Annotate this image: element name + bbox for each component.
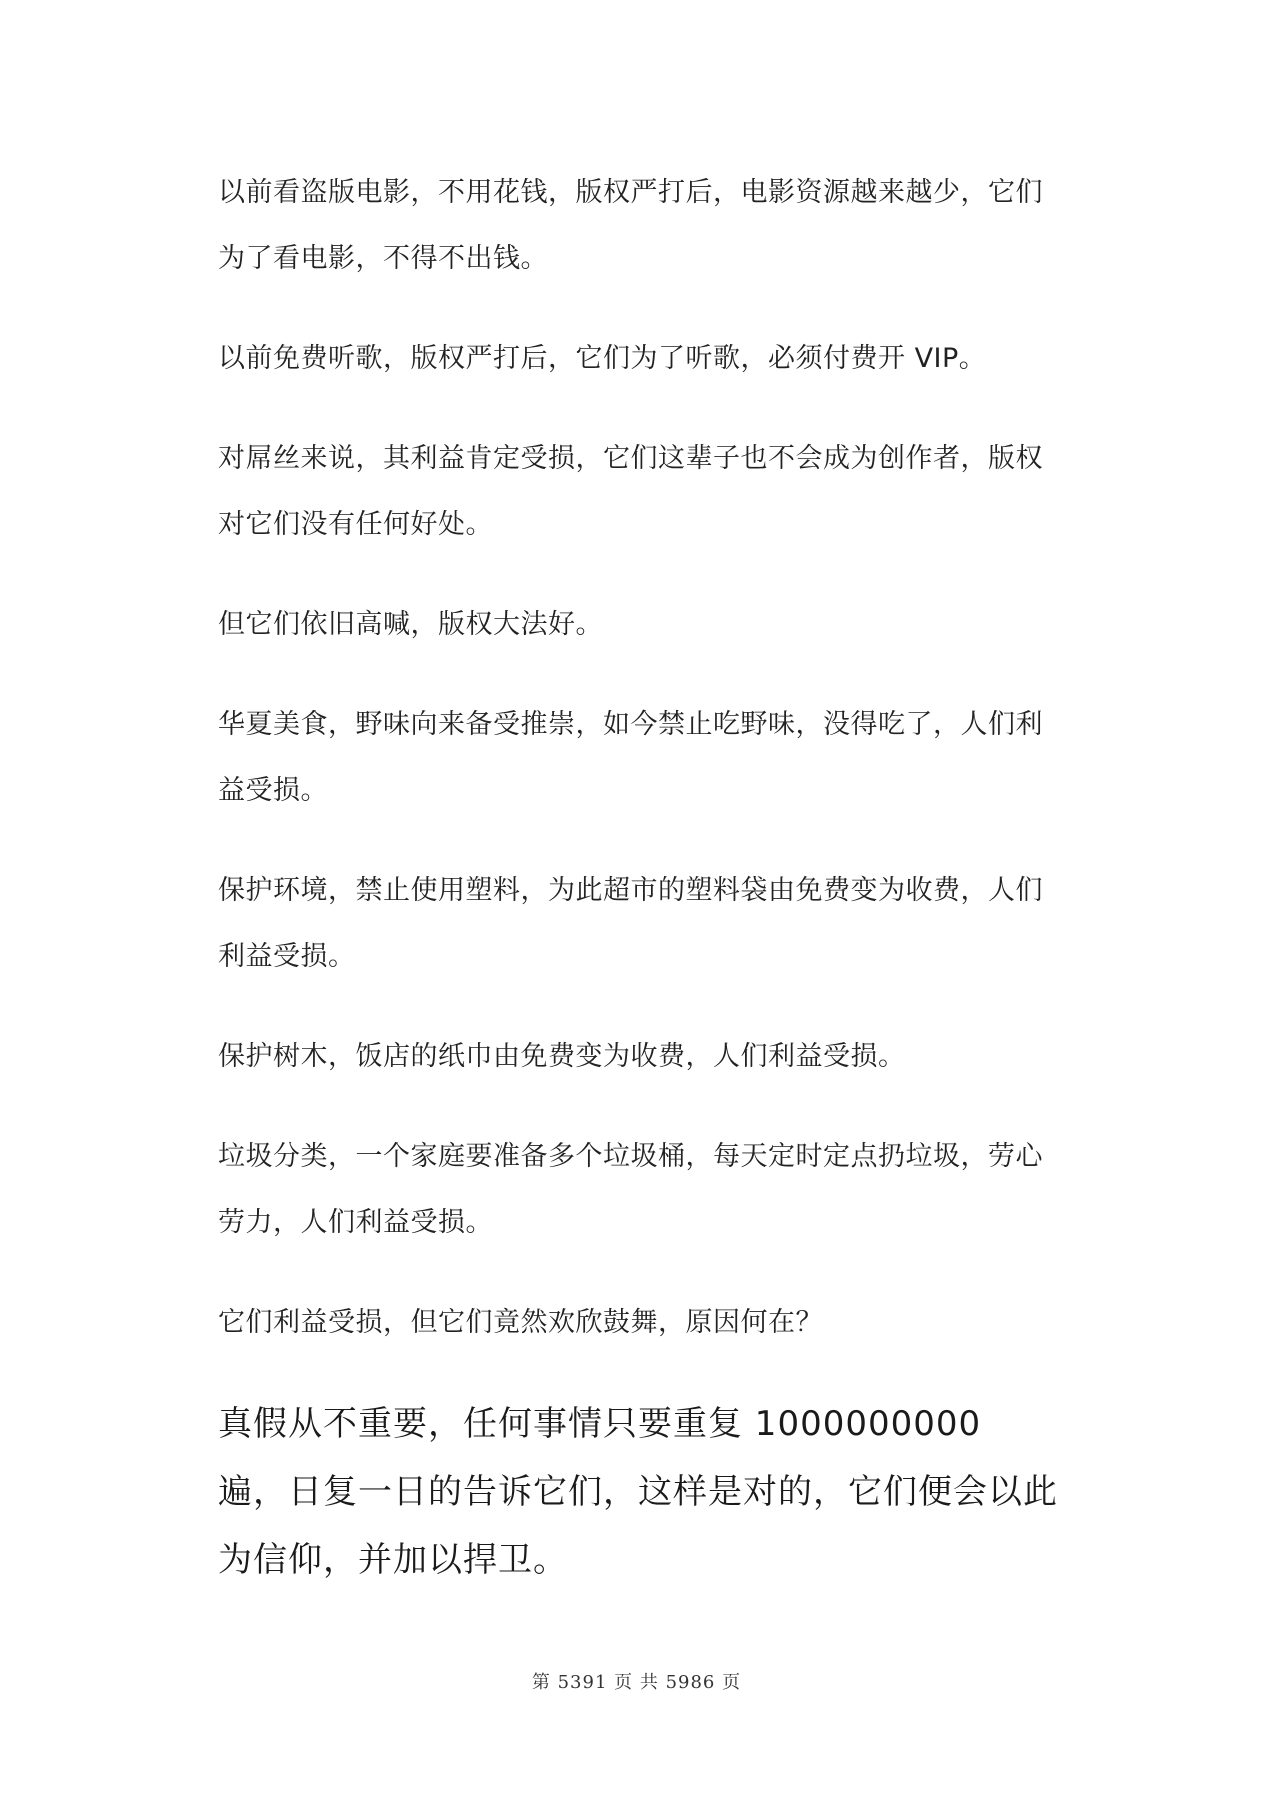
paragraph-copyright-no-benefit: 对屌丝来说，其利益肯定受损，它们这辈子也不会成为创作者，版权对它们没有任何好处。 <box>218 443 1043 540</box>
paragraph-emphasis-conclusion: 真假从不重要，任何事情只要重复 1000000000 遍，日复一日的告诉它们，这样是对的，它们便会以此为信仰，并加以捍卫。 <box>218 1404 1058 1580</box>
page-body <box>218 160 1058 1628</box>
paragraph-pirated-movies: 以前看盗版电影，不用花钱，版权严打后，电影资源越来越少，它们为了看电影，不得不出钱。 <box>218 177 1043 274</box>
paragraph-question: 它们利益受损，但它们竟然欢欣鼓舞，原因何在？ <box>218 1307 823 1338</box>
paragraph-wild-game: 华夏美食，野味向来备受推崇，如今禁止吃野味，没得吃了，人们利益受损。 <box>218 709 1043 806</box>
paragraph-music-vip: 以前免费听歌，版权严打后，它们为了听歌，必须付费开 VIP。 <box>218 343 987 374</box>
page-number-footer: 第 5391 页 共 5986 页 <box>531 1672 742 1693</box>
paragraph-garbage-sorting: 垃圾分类，一个家庭要准备多个垃圾桶，每天定时定点扔垃圾，劳心劳力，人们利益受损。 <box>218 1141 1043 1238</box>
paragraph-paper-napkins: 保护树木，饭店的纸巾由免费变为收费，人们利益受损。 <box>218 1041 906 1072</box>
paragraph-plastic-bags: 保护环境，禁止使用塑料，为此超市的塑料袋由免费变为收费，人们利益受损。 <box>218 875 1043 972</box>
paragraph-still-cheering: 但它们依旧高喊，版权大法好。 <box>218 609 603 640</box>
